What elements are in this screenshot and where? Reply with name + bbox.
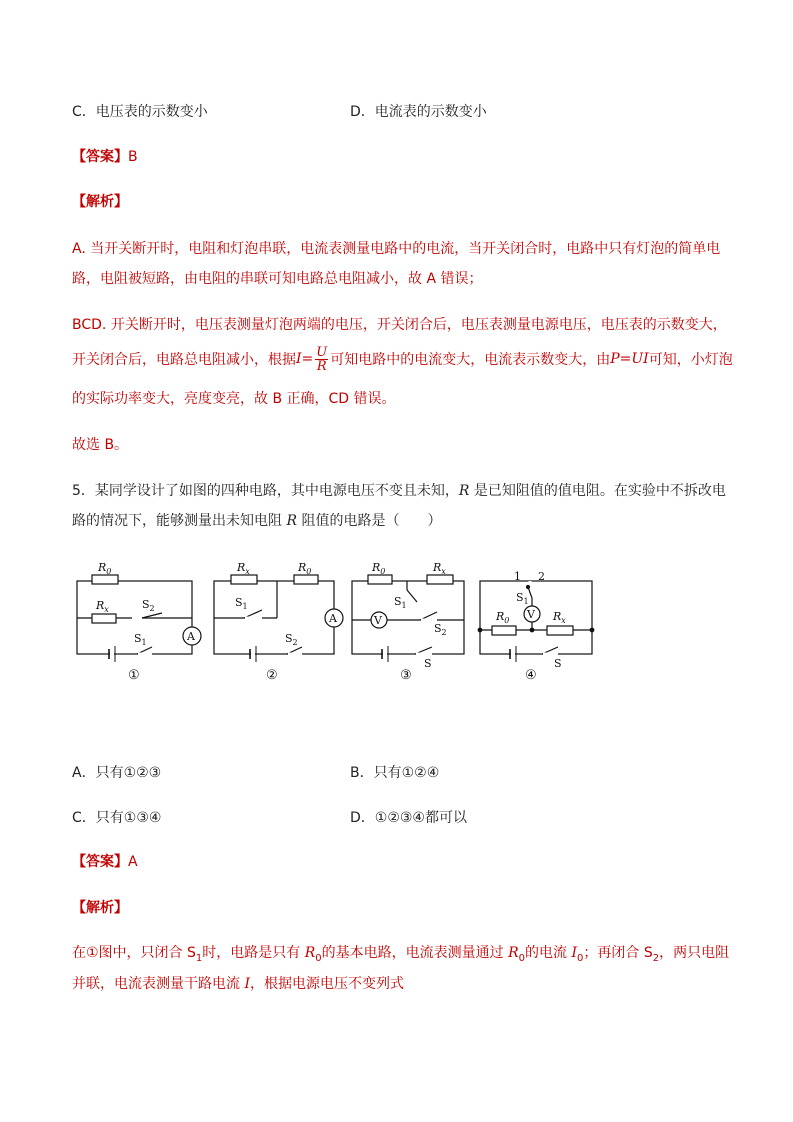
q5-a1-sub0c: 0 xyxy=(577,952,584,964)
circuit-3 xyxy=(352,561,464,683)
q5-option-a: A．只有①②③ xyxy=(72,765,162,781)
formula-numerator: U xyxy=(316,344,328,360)
q5-a1-sub2: 2 xyxy=(652,952,660,964)
answer-line xyxy=(72,146,138,166)
q5-a2-i: I xyxy=(244,976,250,992)
svg-text:A: A xyxy=(329,612,337,625)
q5-option-d: D．①②③④都可以 xyxy=(350,810,467,826)
q5-answer-line xyxy=(72,851,138,871)
q5-a1-p2: 时，电路是只有 xyxy=(202,945,305,961)
formula-fraction xyxy=(315,346,328,373)
q5-a1-p4: 的电流 xyxy=(525,945,572,961)
option-c: C．电压表的示数变小 xyxy=(72,104,208,120)
q5-a1-p3: 的基本电路，电流表测量通过 xyxy=(321,945,509,961)
svg-text:Rx: $R_x$ xyxy=(237,561,250,576)
q5-answer-tag: 【答案】 xyxy=(72,854,128,870)
svg-text:V: V xyxy=(374,614,382,627)
svg-text:R0: $R_0$ xyxy=(372,561,386,576)
q5-stem-line2 xyxy=(72,510,441,530)
q5-a1-sub0: 0 xyxy=(315,952,322,964)
circuit-4 xyxy=(478,570,594,683)
svg-text:R0: $R_0$ xyxy=(298,561,312,576)
analysis-bcd-line2 xyxy=(72,341,733,377)
q5-stem-line2-pre: 路的情况下，能够测量出未知电阻 xyxy=(72,513,287,529)
svg-text:A: A xyxy=(187,630,195,643)
analysis-tag: 【解析】 xyxy=(72,194,128,210)
svg-text:S1: $S_1$ xyxy=(134,632,147,647)
svg-text:②: ② xyxy=(266,668,278,683)
answer-tag: 【答案】 xyxy=(72,149,128,165)
q5-stem-line1-post: 是已知阻值的值电阻。在实验中不拆改电 xyxy=(469,483,726,499)
analysis-bcd-line1: BCD. 开关断开时，电压表测量灯泡两端的电压，开关闭合后，电压表测量电源电压，电压表的示数变大， xyxy=(72,317,727,333)
svg-text:R0: $R_0$ xyxy=(496,610,510,625)
svg-text:S2: $S_2$ xyxy=(285,632,298,647)
svg-text:R0: $R_0$ xyxy=(98,561,112,576)
answer-value: B xyxy=(128,149,138,165)
circuit-svg xyxy=(72,560,612,685)
svg-text:④: ④ xyxy=(525,668,537,683)
q5-stem-line2-post: 阻值的电路是（ ） xyxy=(297,513,442,529)
q5-stem-r2: R xyxy=(286,513,297,529)
q5-answer-value: A xyxy=(128,854,138,870)
analysis-bcd-line3: 的实际功率变大，亮度变亮，故 B 正确，CD 错误。 xyxy=(72,391,396,407)
bcd-line2-mid: 可知电路中的电流变大，电流表示数变大，由 xyxy=(330,352,611,368)
q5-a1-sub1: 1 xyxy=(195,952,203,964)
q5-stem-line1-pre: 5．某同学设计了如图的四种电路，其中电源电压不变且未知， xyxy=(72,483,459,499)
q5-stem-r: R xyxy=(458,483,470,499)
bcd-line2-pre: 开关闭合后，电路总电阻减小，根据 xyxy=(72,352,296,368)
svg-text:S2: $S_2$ xyxy=(142,598,155,613)
q5-a2-post: ，根据电源电压不变列式 xyxy=(249,976,404,992)
formula-lhs: I= xyxy=(296,351,314,367)
q5-analysis-line2 xyxy=(72,973,404,993)
choose-line: 故选 B。 xyxy=(72,437,129,453)
q5-a1-i0: I xyxy=(571,945,577,961)
circuit-1 xyxy=(77,561,201,683)
circuit-diagrams xyxy=(72,560,612,685)
q5-a1-p5: ；再闭合 S xyxy=(583,945,653,961)
svg-text:Rx: $R_x$ xyxy=(553,610,566,625)
svg-text:①: ① xyxy=(128,668,140,683)
svg-text:Rx: $R_x$ xyxy=(96,599,109,614)
circuit-2 xyxy=(214,561,343,683)
q5-a1-r0: R xyxy=(304,945,316,961)
q5-a2-pre: 并联，电流表测量干路电流 xyxy=(72,976,245,992)
analysis-a-line2: 路，电阻被短路，由电阻的串联可知电路总电阻减小，故 A 错误； xyxy=(72,271,483,287)
svg-text:S1: $S_1$ xyxy=(235,596,248,611)
formula-power: P=UI xyxy=(610,351,649,367)
bcd-line2-post: 可知，小灯泡 xyxy=(648,352,733,368)
q5-a1-p6: ，两只电阻 xyxy=(659,945,730,961)
q5-analysis-line1 xyxy=(72,942,729,964)
svg-text:1: 1 xyxy=(514,570,521,583)
svg-text:③: ③ xyxy=(400,668,412,683)
option-d: D．电流表的示数变小 xyxy=(350,104,487,120)
q5-a1-sub0b: 0 xyxy=(518,952,526,964)
q5-option-b: B．只有①②④ xyxy=(350,765,440,781)
svg-text:Rx: $R_x$ xyxy=(433,561,446,576)
q5-option-c: C．只有①③④ xyxy=(72,810,162,826)
analysis-a-line1: A. 当开关断开时，电阻和灯泡串联，电流表测量电路中的电流，当开关闭合时，电路中只有灯泡的简单电 xyxy=(72,241,721,257)
q5-stem-line1 xyxy=(72,480,726,500)
svg-text:S: S xyxy=(424,657,432,670)
svg-text:S: S xyxy=(554,657,562,670)
svg-text:2: 2 xyxy=(538,570,545,583)
svg-text:S2: $S_2$ xyxy=(434,622,447,637)
svg-text:V: V xyxy=(527,608,535,621)
q5-a1-r0b: R xyxy=(508,945,519,961)
q5-a1-p1: 在①图中，只闭合 S xyxy=(72,945,196,961)
svg-text:S1: $S_1$ xyxy=(394,595,407,610)
q5-analysis-tag: 【解析】 xyxy=(72,900,128,916)
svg-text:S1: $S_1$ xyxy=(516,591,529,606)
formula-denominator: R xyxy=(316,358,327,374)
